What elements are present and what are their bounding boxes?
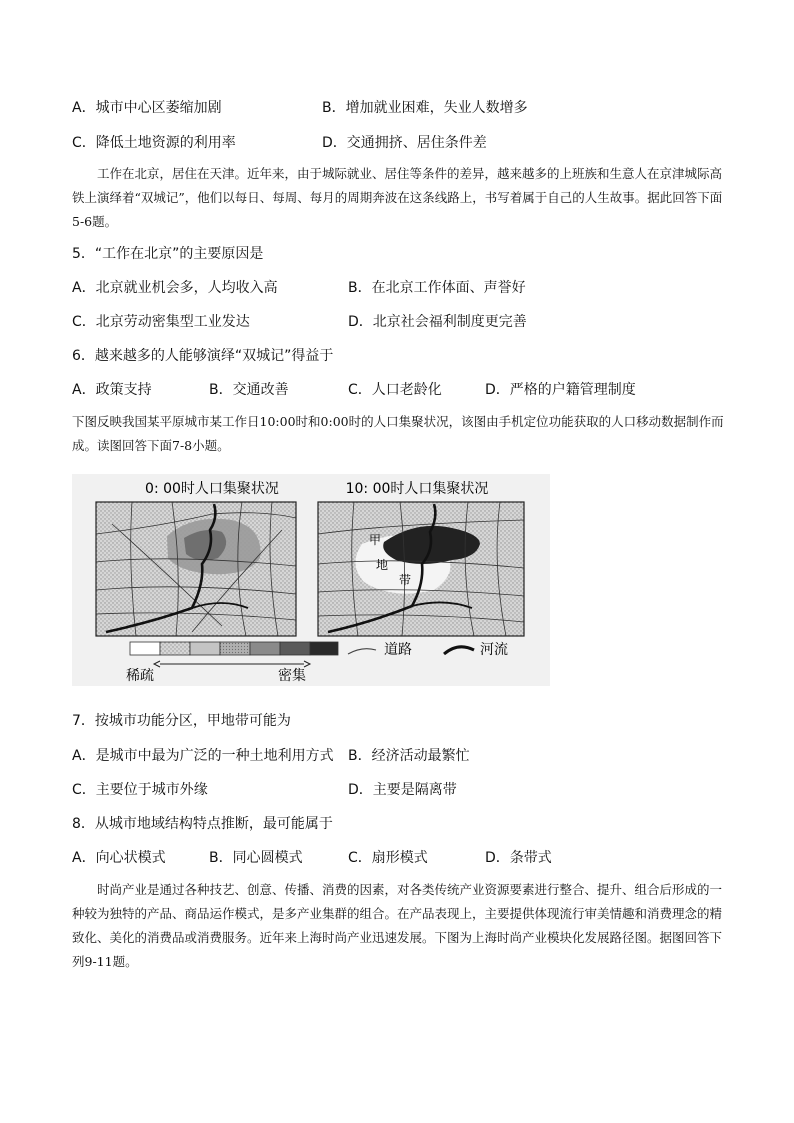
legend-dense: 密集: [278, 668, 306, 684]
passage-map-intro: 下图反映我国某平原城市某工作日10:00时和0:00时的人口集聚状况，该图由手机定位功能获取的人口移动数据制作而成。读图回答下面7-8小题。: [72, 414, 724, 453]
map1-title: 0: 00时人口集聚状况: [145, 481, 279, 497]
map2-title: 10: 00时人口集聚状况: [345, 481, 489, 497]
q4-option-d: D．交通拥挤、居住条件差: [322, 135, 487, 151]
q5-option-b: B．在北京工作体面、声誉好: [348, 280, 526, 296]
q8-option-c: C．扇形模式: [348, 850, 428, 866]
label-di: 地: [376, 558, 389, 572]
q7-stem: 7．按城市功能分区，甲地带可能为: [72, 713, 291, 729]
q4-option-a: A．城市中心区萎缩加剧: [72, 100, 222, 116]
q5-option-d: D．北京社会福利制度更完善: [348, 314, 527, 330]
q8-option-b: B．同心圆模式: [209, 850, 303, 866]
label-jia: 甲: [369, 533, 382, 547]
q5-stem: 5．“工作在北京”的主要原因是: [72, 246, 264, 262]
q5-option-a: A．北京就业机会多，人均收入高: [72, 280, 278, 296]
q6-option-a: A．政策支持: [72, 382, 152, 398]
map-0000: [96, 502, 296, 636]
q7-option-b: B．经济活动最繁忙: [348, 748, 470, 764]
label-dai: 带: [399, 573, 412, 587]
q8-option-a: A．向心状模式: [72, 850, 166, 866]
q5-option-c: C．北京劳动密集型工业发达: [72, 314, 250, 330]
passage-double-city: 工作在北京，居住在天津。近年来，由于城际就业、居住等条件的差异，越来越多的上班族和生意人在京津城际高铁上演绎着“双城记”，他们以每日、每周、每月的周期奔波在这条线路上，书写着属于自己的人生故事。据此回答下面5-6题。: [72, 166, 723, 229]
map-1000: [318, 502, 524, 636]
q6-option-c: C．人口老龄化: [348, 382, 442, 398]
q7-option-d: D．主要是隔离带: [348, 782, 457, 798]
q4-option-b: B．增加就业困难，失业人数增多: [322, 100, 528, 116]
q8-option-d: D．条带式: [485, 850, 552, 866]
population-cluster-figure: [72, 474, 550, 686]
q7-option-a: A．是城市中最为广泛的一种土地利用方式: [72, 748, 334, 764]
passage-fashion-industry: 时尚产业是通过各种技艺、创意、传播、消费的因素，对各类传统产业资源要素进行整合、提升、组合后形成的一种较为独特的产品、商品运作模式，是多产业集群的组合。在产品表现上，主要提供体现流行审美情趣和消费理念的精致化、美化的消费品或消费服务。近年来上海时尚产业迅速发展。下图为上海时尚产业模块化发展路径图。据图回答下列9-11题。: [72, 882, 723, 969]
q6-option-b: B．交通改善: [209, 382, 289, 398]
q8-stem: 8．从城市地域结构特点推断，最可能属于: [72, 816, 333, 832]
q6-option-d: D．严格的户籍管理制度: [485, 382, 636, 398]
legend-road: 道路: [384, 642, 412, 658]
q4-option-c: C．降低土地资源的利用率: [72, 135, 236, 151]
q6-stem: 6．越来越多的人能够演绎“双城记”得益于: [72, 348, 334, 364]
q7-option-c: C．主要位于城市外缘: [72, 782, 208, 798]
legend-river: 河流: [480, 642, 508, 658]
legend-sparse: 稀疏: [126, 668, 154, 684]
